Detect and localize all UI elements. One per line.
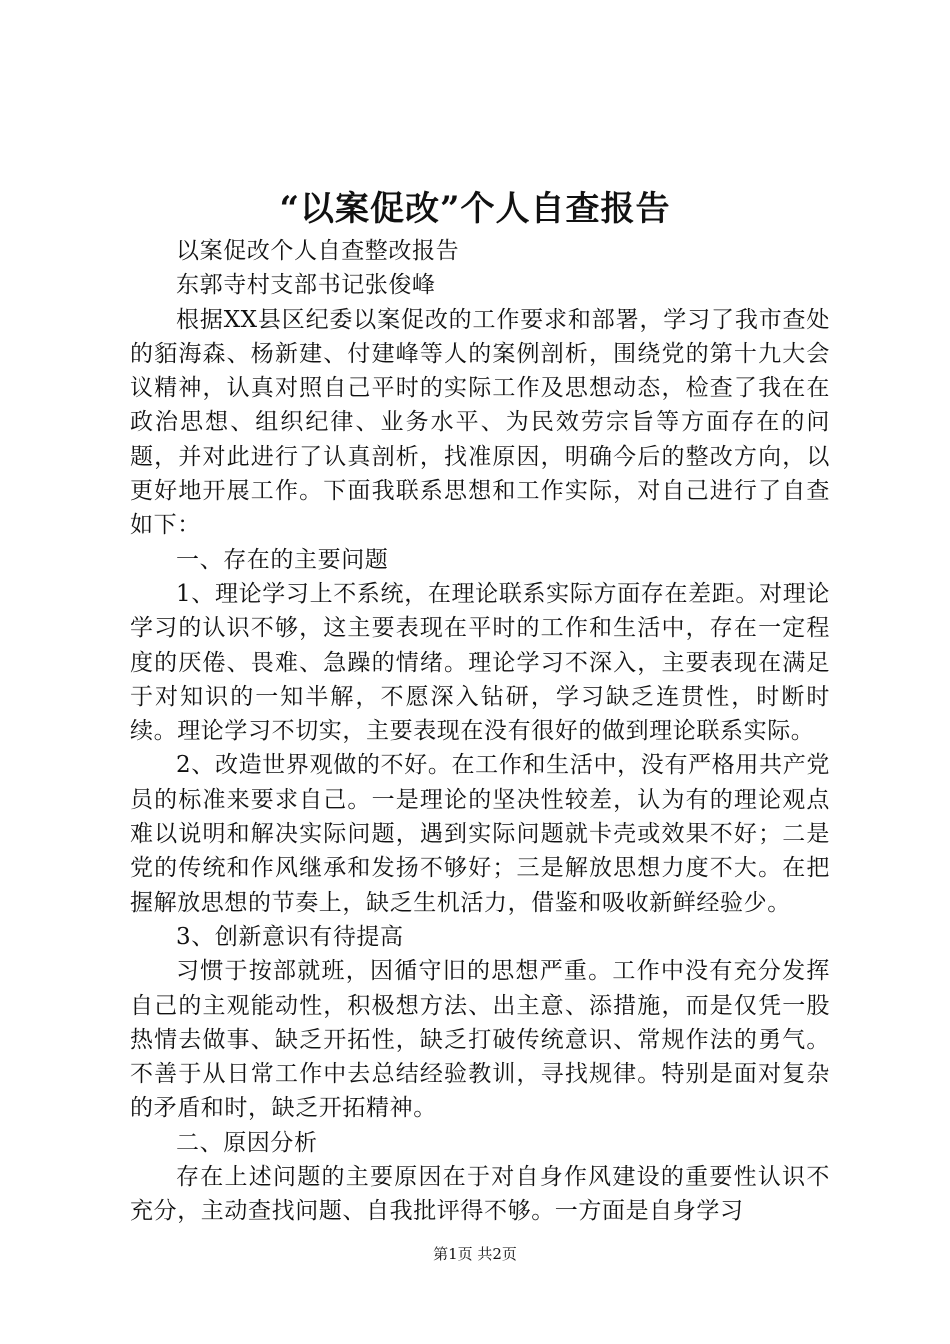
problem-3-paragraph: 习惯于按部就班，因循守旧的思想严重。工作中没有充分发挥自己的主观能动性，积极想方法、出主意、添措施，而是仅凭一股热情去做事、缺乏开拓性，缺乏打破传统意识、常规作法的勇气。不善于从日常工作中去总结经验教训，寻找规律。特别是面对复杂的矛盾和时，缺乏开拓精神。 bbox=[130, 958, 830, 1122]
section-heading-causes: 二、原因分析 bbox=[176, 1129, 318, 1156]
causes-paragraph: 存在上述问题的主要原因在于对自身作风建设的重要性认识不充分，主动查找问题、自我批评得不够。一方面是自身学习 bbox=[130, 1164, 830, 1225]
author-line: 东郭寺村支部书记张俊峰 bbox=[176, 272, 436, 299]
problem-3-heading: 3、创新意识有待提高 bbox=[176, 923, 404, 950]
document-title: “以案促改”个人自查报告 bbox=[279, 189, 671, 229]
page-number-footer: 第1页 共2页 bbox=[433, 1245, 517, 1263]
document-body bbox=[130, 234, 830, 1229]
problem-2-paragraph: 2、改造世界观做的不好。在工作和生活中，没有严格用共产党员的标准来要求自己。一是理论的坚决性较差，认为有的理论观点难以说明和解决实际问题，遇到实际问题就卡壳或效果不好；二是党的传统和作风继承和发扬不够好；三是解放思想力度不大。在把握解放思想的节奏上，缺乏生机活力，借鉴和吸收新鲜经验少。 bbox=[130, 752, 830, 916]
problem-1-paragraph: 1、理论学习上不系统，在理论联系实际方面存在差距。对理论学习的认识不够，这主要表现在平时的工作和生活中，存在一定程度的厌倦、畏难、急躁的情绪。理论学习不深入，主要表现在满足于对知识的一知半解，不愿深入钻研，学习缺乏连贯性，时断时续。理论学习不切实，主要表现在没有很好的做到理论联系实际。 bbox=[130, 580, 830, 745]
subtitle: 以案促改个人自查整改报告 bbox=[176, 238, 460, 264]
section-heading-problems: 一、存在的主要问题 bbox=[176, 546, 389, 573]
intro-paragraph: 根据XX县区纪委以案促改的工作要求和部署，学习了我市查处的貊海森、杨新建、付建峰等人的案例剖析，围绕党的第十九大会议精神，认真对照自己平时的实际工作及思想动态，检查了我在在政治思想、组织纪律、业务水平、为民效劳宗旨等方面存在的问题，并对此进行了认真剖析，找准原因，明确今后的整改方向，以更好地开展工作。下面我联系思想和工作实际，对自己进行了自查如下： bbox=[130, 306, 830, 539]
